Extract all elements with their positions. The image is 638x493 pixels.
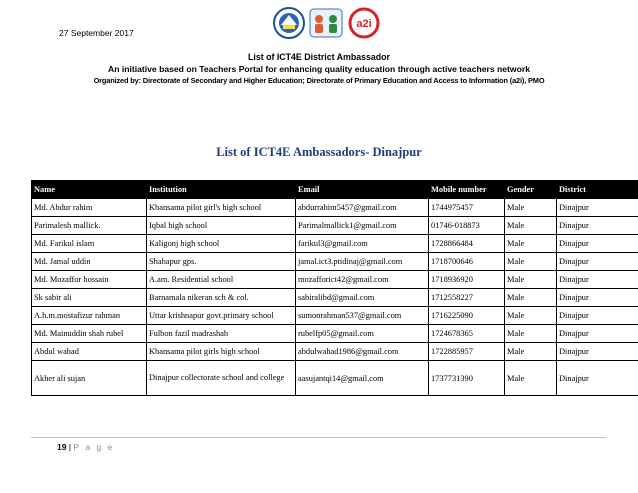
cell-email: abdulwahad1986@gmail.com: [296, 343, 429, 361]
table-row: [32, 307, 638, 325]
cell-name: Md. Mainuddin shah rubel: [32, 325, 147, 343]
cell-district: Dinajpur: [557, 361, 638, 396]
cell-institution: Iqbal high school: [147, 217, 296, 235]
cell-mobile: 1718700646: [429, 253, 505, 271]
column-header-name: Name: [32, 181, 147, 199]
cell-institution: Khansama pilot girl's high school: [147, 199, 296, 217]
cell-gender: Male: [505, 235, 557, 253]
cell-gender: Male: [505, 325, 557, 343]
page-footer: [57, 442, 114, 452]
table-row: [32, 325, 638, 343]
cell-email: Parimalmallick1@gmail.com: [296, 217, 429, 235]
cell-district: Dinajpur: [557, 199, 638, 217]
page-number: 19: [57, 442, 67, 452]
cell-name: Md. Abdur rahim: [32, 199, 147, 217]
cell-name: Md. Jamal uddin: [32, 253, 147, 271]
cell-mobile: 1722885957: [429, 343, 505, 361]
dshe-seal-logo: [274, 8, 304, 38]
cell-district: Dinajpur: [557, 217, 638, 235]
cell-institution: A.am. Residential school: [147, 271, 296, 289]
cell-institution: Uttar krishnapur govt.primary school: [147, 307, 296, 325]
a2i-logo: [350, 9, 378, 37]
cell-mobile: 1744975457: [429, 199, 505, 217]
cell-email: rubelfp05@gmail.com: [296, 325, 429, 343]
column-header-institution: Institution: [147, 181, 296, 199]
cell-email: sumonrahman537@gmail.com: [296, 307, 429, 325]
cell-name: Akher ali sujan: [32, 361, 147, 396]
teachers-portal-logo: [310, 9, 342, 37]
cell-gender: Male: [505, 307, 557, 325]
cell-district: Dinajpur: [557, 325, 638, 343]
header-subtitle: An initiative based on Teachers Portal for enhancing quality education through active teachers network: [108, 64, 530, 74]
cell-email: abdurrahim5457@gmail.com: [296, 199, 429, 217]
cell-gender: Male: [505, 199, 557, 217]
cell-district: Dinajpur: [557, 343, 638, 361]
cell-email: aasujantqi14@gmail.com: [296, 361, 429, 396]
cell-name: Md. Farikul islam: [32, 235, 147, 253]
ambassadors-table: [31, 180, 638, 396]
column-header-district: District: [557, 181, 638, 199]
cell-mobile: 1737731390: [429, 361, 505, 396]
cell-institution: Barnamala nikeran sch & col.: [147, 289, 296, 307]
header-organizers: Organized by: Directorate of Secondary and Higher Education; Directorate of Primary Education and Access to Information (a2i), PMO: [93, 76, 545, 85]
cell-gender: Male: [505, 343, 557, 361]
cell-email: farikul3@gmail.com: [296, 235, 429, 253]
cell-district: Dinajpur: [557, 253, 638, 271]
page-word: P a g e: [73, 442, 115, 452]
page-date: 27 September 2017: [59, 28, 134, 38]
cell-mobile: 1718936920: [429, 271, 505, 289]
cell-mobile: 01746-018873: [429, 217, 505, 235]
table-row: [32, 343, 638, 361]
footer-divider: [31, 437, 606, 438]
table-row: [32, 235, 638, 253]
cell-gender: Male: [505, 253, 557, 271]
cell-email: sabiralibd@gmail.com: [296, 289, 429, 307]
cell-district: Dinajpur: [557, 235, 638, 253]
header-logos: [272, 5, 382, 41]
header-title: List of ICT4E District Ambassador: [248, 52, 390, 62]
cell-mobile: 1728866484: [429, 235, 505, 253]
cell-gender: Male: [505, 361, 557, 396]
cell-gender: Male: [505, 217, 557, 235]
list-title: List of ICT4E Ambassadors- Dinajpur: [216, 145, 422, 159]
table-row: [32, 217, 638, 235]
table-row: [32, 361, 638, 396]
cell-institution: Kaligonj high school: [147, 235, 296, 253]
cell-institution: Fulbon fazil madrashah: [147, 325, 296, 343]
a2i-logo-text: a2i: [356, 18, 372, 30]
footer-separator: |: [68, 442, 72, 452]
cell-district: Dinajpur: [557, 289, 638, 307]
cell-institution: Khansama pilot girls high school: [147, 343, 296, 361]
cell-name: A.h.m.mostafizur rahman: [32, 307, 147, 325]
cell-institution: Dinajpur collectorate school and college: [147, 361, 296, 396]
cell-district: Dinajpur: [557, 307, 638, 325]
table-row: [32, 253, 638, 271]
table-header-row: [32, 181, 638, 199]
cell-institution: Shahapur gps.: [147, 253, 296, 271]
cell-name: Parimalesh mallick.: [32, 217, 147, 235]
column-header-gender: Gender: [505, 181, 557, 199]
column-header-mobile: Mobile number: [429, 181, 505, 199]
column-header-email: Email: [296, 181, 429, 199]
table-row: [32, 271, 638, 289]
table-row: [32, 199, 638, 217]
cell-name: Sk sabir ali: [32, 289, 147, 307]
cell-gender: Male: [505, 289, 557, 307]
cell-district: Dinajpur: [557, 271, 638, 289]
cell-email: mozafforict42@gmail.com: [296, 271, 429, 289]
cell-name: Abdul wahad: [32, 343, 147, 361]
cell-email: jamal.ict3.ptidinaj@gmail.com: [296, 253, 429, 271]
cell-mobile: 1724678365: [429, 325, 505, 343]
table-row: [32, 289, 638, 307]
cell-gender: Male: [505, 271, 557, 289]
cell-name: Md. Mozaffor hossain: [32, 271, 147, 289]
cell-mobile: 1716225090: [429, 307, 505, 325]
cell-mobile: 1712558227: [429, 289, 505, 307]
